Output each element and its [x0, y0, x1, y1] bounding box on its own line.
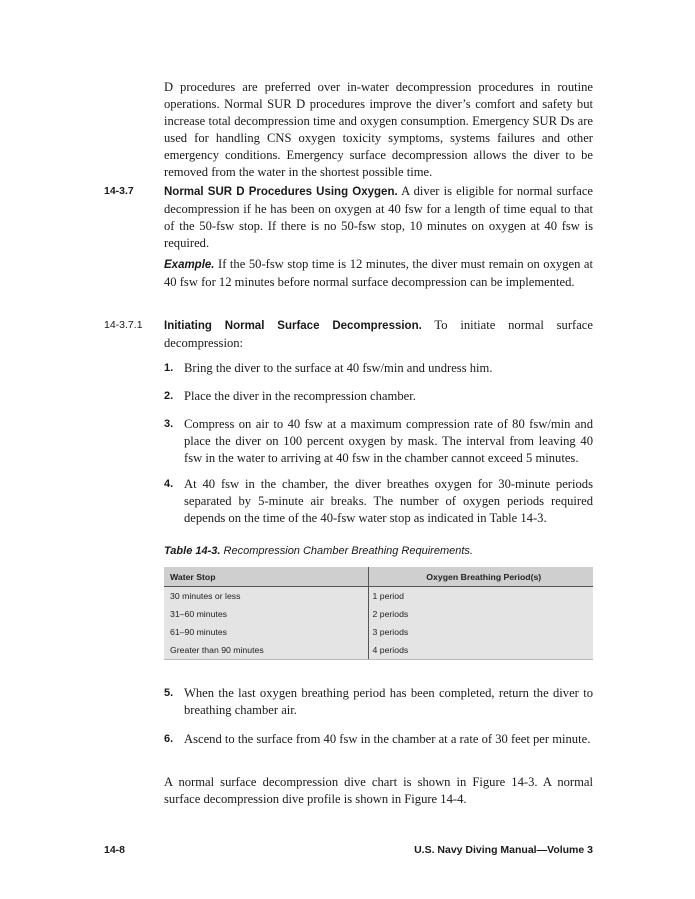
column-header-water-stop: Water Stop [164, 567, 368, 587]
table-cell: 2 periods [368, 605, 593, 623]
section-number-14-3-7: 14-3.7 [104, 185, 134, 197]
table-caption-label: Table 14-3. [164, 545, 221, 557]
step-number: 5. [164, 687, 174, 699]
manual-title: U.S. Navy Diving Manual—Volume 3 [414, 844, 593, 856]
table-cell: 31–60 minutes [164, 605, 368, 623]
intro-paragraph: D procedures are preferred over in-water decompression procedures in routine operations. Normal SUR D procedures improve the diver’s comfort and safety but increase total decompression time and oxygen consumption. Emergency SUR Ds are used for handling CNS oxygen toxicity symptoms, systems failures and other emergency conditions. Emergency surface decompression allows the diver to be removed from the water in the shortest possible time. [164, 80, 593, 179]
table-cell: 4 periods [368, 641, 593, 660]
step-text: At 40 fsw in the chamber, the diver breathes oxygen for 30-minute periods separated by 5-minute air breaks. The number of oxygen periods required depends on the time of the 40-fsw water stop as indicated in Table 14-3. [184, 477, 593, 525]
section-number-14-3-7-1: 14-3.7.1 [104, 319, 143, 331]
table-row [164, 641, 593, 660]
table-caption-text: Recompression Chamber Breathing Requirements. [220, 545, 473, 557]
section-14-3-7-paragraph [164, 183, 593, 252]
step-item [164, 685, 593, 719]
page-number: 14-8 [104, 844, 126, 856]
step-text: Bring the diver to the surface at 40 fsw/min and undress him. [184, 361, 493, 375]
example-text: If the 50-fsw stop time is 12 minutes, the diver must remain on oxygen at 40 fsw for 12 minutes before normal surface decompression can be implemented. [164, 257, 593, 289]
section-14-3-7-1-title: Initiating Normal Surface Decompression. [164, 320, 422, 332]
step-number: 1. [164, 362, 174, 374]
step-number: 4. [164, 478, 174, 490]
table-row [164, 605, 593, 623]
table-cell: 1 period [368, 587, 593, 606]
section-14-3-7-1-body: To initiate normal surface decompression: [164, 318, 593, 350]
step-number: 6. [164, 733, 174, 745]
table-cell: 3 periods [368, 623, 593, 641]
table-cell: Greater than 90 minutes [164, 641, 368, 660]
closing-paragraph: A normal surface decompression dive chart is shown in Figure 14-3. A normal surface decompression dive profile is shown in Figure 14-4. [164, 775, 593, 806]
step-text: When the last oxygen breathing period has been completed, return the diver to breathing chamber air. [184, 686, 593, 717]
step-number: 2. [164, 390, 174, 402]
section-14-3-7-title: Normal SUR D Procedures Using Oxygen. [164, 186, 398, 198]
breathing-requirements-table [164, 567, 593, 660]
table-caption [164, 545, 473, 557]
step-item [164, 388, 593, 405]
table-row [164, 587, 593, 606]
step-item [164, 416, 593, 467]
column-header-oxygen-periods: Oxygen Breathing Period(s) [368, 567, 593, 587]
table-row [164, 623, 593, 641]
table-header-row [164, 567, 593, 587]
table-cell: 61–90 minutes [164, 623, 368, 641]
step-item [164, 360, 593, 377]
table-cell: 30 minutes or less [164, 587, 368, 606]
example-paragraph [164, 256, 593, 291]
example-label: Example. [164, 259, 215, 271]
step-text: Ascend to the surface from 40 fsw in the chamber at a rate of 30 feet per minute. [184, 732, 591, 746]
step-item [164, 731, 593, 748]
section-14-3-7-body: A diver is eligible for normal surface decompression if he has been on oxygen at 40 fsw for a length of time equal to that of the 50-fsw stop. If there is no 50-fsw stop, 10 minutes on oxygen at 40 fsw is required. [164, 184, 593, 250]
step-number: 3. [164, 418, 174, 430]
step-text: Place the diver in the recompression chamber. [184, 389, 416, 403]
step-item [164, 476, 593, 527]
section-14-3-7-1-paragraph [164, 317, 593, 352]
step-text: Compress on air to 40 fsw at a maximum compression rate of 80 fsw/min and place the diver on 100 percent oxygen by mask. The interval from leaving 40 fsw in the water to arriving at 40 fsw in the chamber cannot exceed 5 minutes. [184, 417, 593, 465]
